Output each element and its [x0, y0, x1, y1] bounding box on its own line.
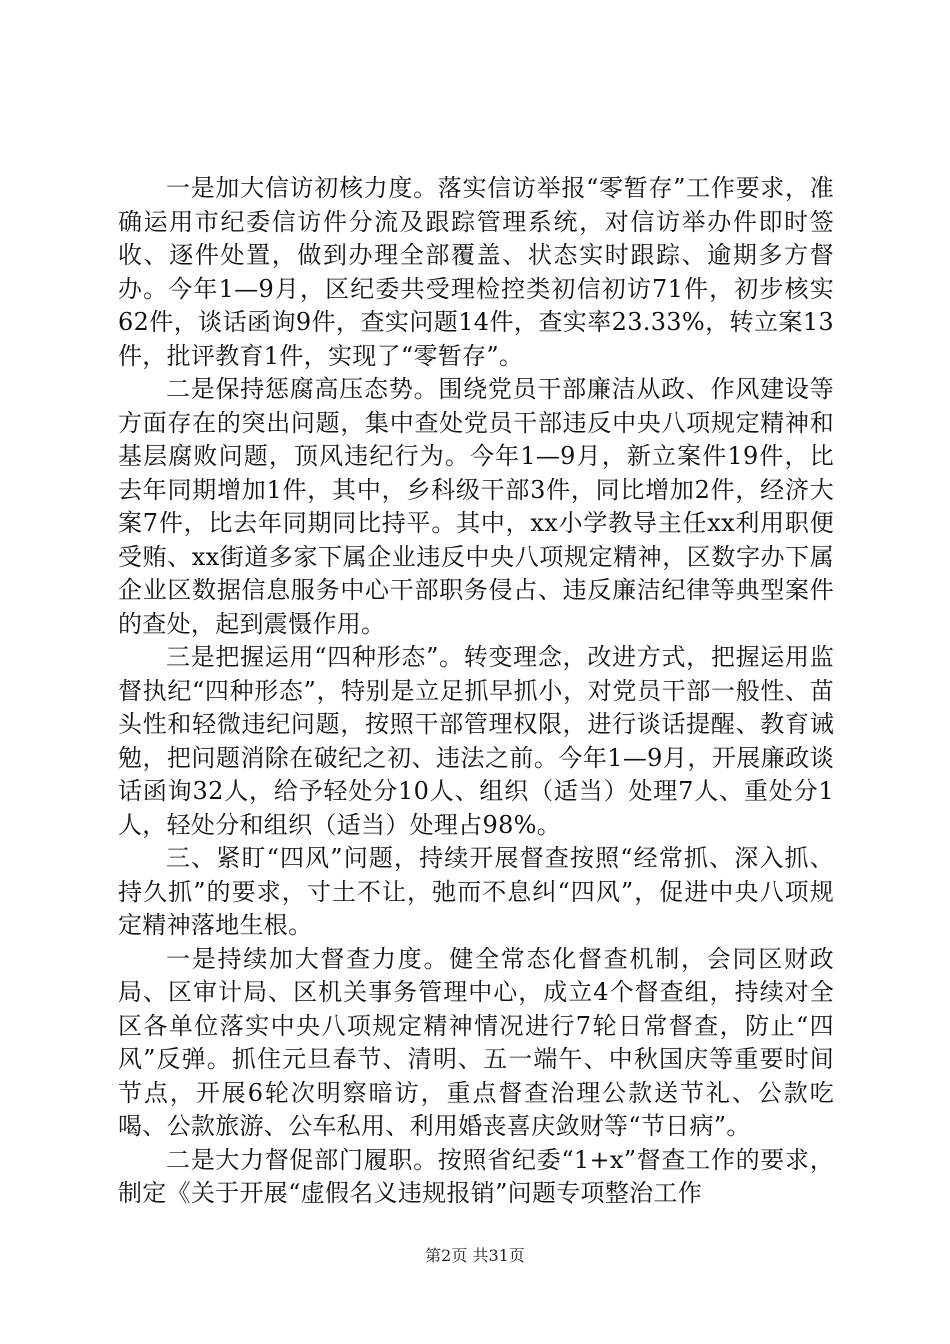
paragraph-anti-corruption-pressure: 二是保持惩腐高压态势。围绕党员干部廉洁从政、作风建设等方面存在的突出问题，集中查处党员干部违反中央八项规定精神和基层腐败问题，顶风违纪行为。今年1—9月，新立案件19件，比去年同期增加1件，其中，乡科级干部3件，同比增加2件，经济大案7件，比去年同期同比持平。其中，xx小学教导主任xx利用职便受贿、xx街道多家下属企业违反中央八项规定精神，区数字办下属企业区数据信息服务中心干部职务侵占、违反廉洁纪律等典型案件的查处，起到震慑作用。: [118, 375, 834, 638]
paragraph-inspection-efforts: 一是持续加大督查力度。健全常态化督查机制，会同区财政局、区审计局、区机关事务管理中心，成立4个督查组，持续对全区各单位落实中央八项规定精神情况进行7轮日常督查，防止“四风”反弹。抓住元旦春节、清明、五一端午、中秋国庆等重要时间节点，开展6轮次明察暗访，重点督查治理公款送节礼、公款吃喝、公款旅游、公车私用、利用婚丧喜庆敛财等“节日病”。: [118, 944, 834, 1140]
paragraph-petition-verification: 一是加大信访初核力度。落实信访举报“零暂存”工作要求，准确运用市纪委信访件分流及跟踪管理系统，对信访举办件即时签收、逐件处置，做到办理全部覆盖、状态实时跟踪、逾期多方督办。今年1—9月，区纪委共受理检控类初信初访71件，初步核实62件，谈话函询9件，查实问题14件，查实率23.33%，转立案13件，批评教育1件，实现了“零暂存”。: [118, 174, 834, 370]
paragraph-four-winds-heading: 三、紧盯“四风”问题，持续开展督查按照“经常抓、深入抓、持久抓”的要求，寸土不让，弛而不息纠“四风”，促进中央八项规定精神落地生根。: [118, 844, 834, 939]
paragraph-four-forms: 三是把握运用“四种形态”。转变理念，改进方式，把握运用监督执纪“四种形态”，特别是立足抓早抓小，对党员干部一般性、苗头性和轻微违纪问题，按照干部管理权限，进行谈话提醒、教育诫勉，把问题消除在破纪之初、违法之前。今年1—9月，开展廉政谈话函询32人，给予轻处分10人、组织（适当）处理7人、重处分1人，轻处分和组织（适当）处理占98%。: [118, 643, 834, 839]
page-footer: [0, 1246, 950, 1266]
paragraph-department-duties: 二是大力督促部门履职。按照省纪委“1+x”督查工作的要求，制定《关于开展“虚假名义违规报销”问题专项整治工作: [118, 1145, 834, 1207]
document-body: [118, 172, 834, 1211]
page-number-indicator: 第2页 共31页: [425, 1246, 525, 1265]
